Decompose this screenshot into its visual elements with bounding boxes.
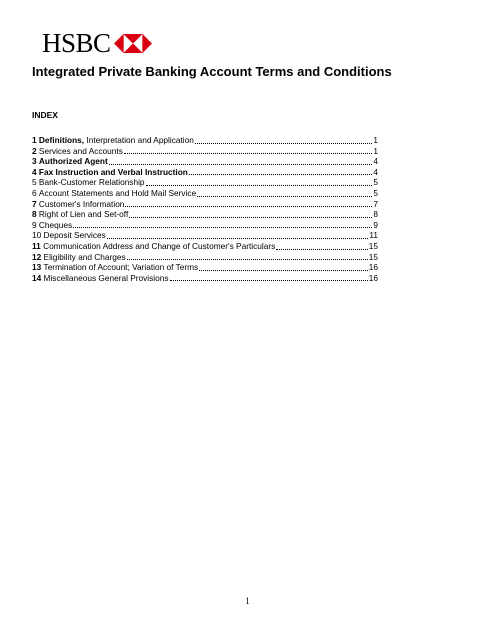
toc-item-page: 11	[369, 230, 378, 241]
toc-item-page: 5	[373, 187, 378, 198]
index-heading: INDEX	[32, 110, 58, 120]
toc-item-number: 2	[32, 145, 39, 156]
toc-item-page: 16	[368, 262, 378, 273]
toc-item[interactable]	[32, 209, 378, 220]
toc-item[interactable]	[32, 188, 378, 199]
toc-dot-leader	[199, 270, 368, 271]
toc-item[interactable]	[32, 199, 378, 210]
toc-item-title: Interpretation and Application	[84, 135, 194, 145]
toc-item-title: Eligibility and Charges	[43, 251, 126, 262]
toc-dot-leader	[276, 249, 368, 250]
toc-item[interactable]	[32, 241, 378, 252]
toc-item-page: 1	[373, 145, 378, 156]
toc-item-number: 9	[32, 219, 39, 230]
toc-dot-leader	[107, 238, 369, 239]
toc-item-number: 10	[32, 230, 44, 241]
table-of-contents	[32, 135, 378, 283]
toc-item-title-bold: Fax Instruction and Verbal Instruction	[38, 166, 188, 177]
toc-dot-leader	[127, 259, 368, 260]
toc-item-page: 8	[373, 209, 378, 220]
toc-item-number: 6	[32, 187, 39, 198]
toc-item-number: 3	[32, 156, 39, 167]
toc-item-title: Communication Address and Change of Customer's Particulars	[43, 240, 276, 251]
toc-item-title: Cheques	[38, 219, 73, 230]
toc-dot-leader	[109, 164, 373, 165]
toc-item-page: 15	[368, 251, 378, 262]
toc-dot-leader	[125, 206, 372, 207]
toc-item-page: 7	[373, 198, 378, 209]
toc-item-title: Account Statements and Hold Mail Service	[38, 187, 197, 198]
toc-item-page: 16	[368, 272, 378, 283]
toc-item[interactable]	[32, 135, 378, 146]
toc-item-title: Deposit Services	[43, 230, 106, 241]
toc-item-title: Miscellaneous General Provisions	[43, 272, 169, 283]
toc-item-page: 15	[368, 240, 378, 251]
toc-item-title: Services and Accounts	[38, 145, 123, 156]
toc-item-page: 1	[373, 135, 378, 145]
toc-item-page: 5	[373, 177, 378, 188]
toc-item-title: Customer's Information	[38, 198, 125, 209]
toc-item-title: Right of Lien and Set-off	[38, 209, 129, 220]
toc-item-number: 13	[32, 262, 44, 273]
toc-dot-leader	[189, 174, 373, 175]
page-number: 1	[245, 596, 250, 606]
toc-item-title: Termination of Account; Variation of Terms	[43, 262, 199, 273]
hexagon-logo-icon	[114, 34, 152, 53]
toc-item-number: 4	[32, 166, 39, 177]
document-title: Integrated Private Banking Account Terms and Conditions	[32, 64, 392, 79]
toc-item-page: 4	[373, 166, 378, 177]
toc-dot-leader	[170, 280, 368, 281]
toc-dot-leader	[195, 143, 373, 144]
hsbc-logo	[42, 30, 152, 57]
logo-text: HSBC	[42, 28, 111, 58]
toc-item[interactable]	[32, 167, 378, 178]
toc-item-page: 9	[373, 219, 378, 230]
toc-item[interactable]	[32, 273, 378, 284]
toc-item[interactable]	[32, 146, 378, 157]
toc-dot-leader	[197, 196, 372, 197]
toc-item[interactable]	[32, 230, 378, 241]
toc-dot-leader	[146, 185, 373, 186]
toc-item-number: 14	[32, 272, 44, 283]
toc-item[interactable]	[32, 262, 378, 273]
toc-item-number: 7	[32, 198, 39, 209]
toc-item-title: Bank-Customer Relationship	[38, 177, 145, 188]
toc-item-number: 8	[32, 209, 39, 220]
toc-item[interactable]	[32, 156, 378, 167]
toc-item[interactable]	[32, 220, 378, 231]
toc-dot-leader	[124, 153, 373, 154]
toc-item-page: 4	[373, 156, 378, 167]
toc-item[interactable]	[32, 177, 378, 188]
toc-item-number: 11	[32, 240, 44, 251]
toc-item-number: 5	[32, 177, 39, 188]
toc-dot-leader	[129, 217, 372, 218]
toc-item-title-bold: Authorized Agent	[38, 156, 108, 167]
toc-item-title-bold: Definitions,	[38, 135, 85, 145]
toc-item[interactable]	[32, 252, 378, 263]
toc-item-number: 1	[32, 135, 39, 145]
toc-item-number: 12	[32, 251, 44, 262]
toc-dot-leader	[73, 227, 372, 228]
